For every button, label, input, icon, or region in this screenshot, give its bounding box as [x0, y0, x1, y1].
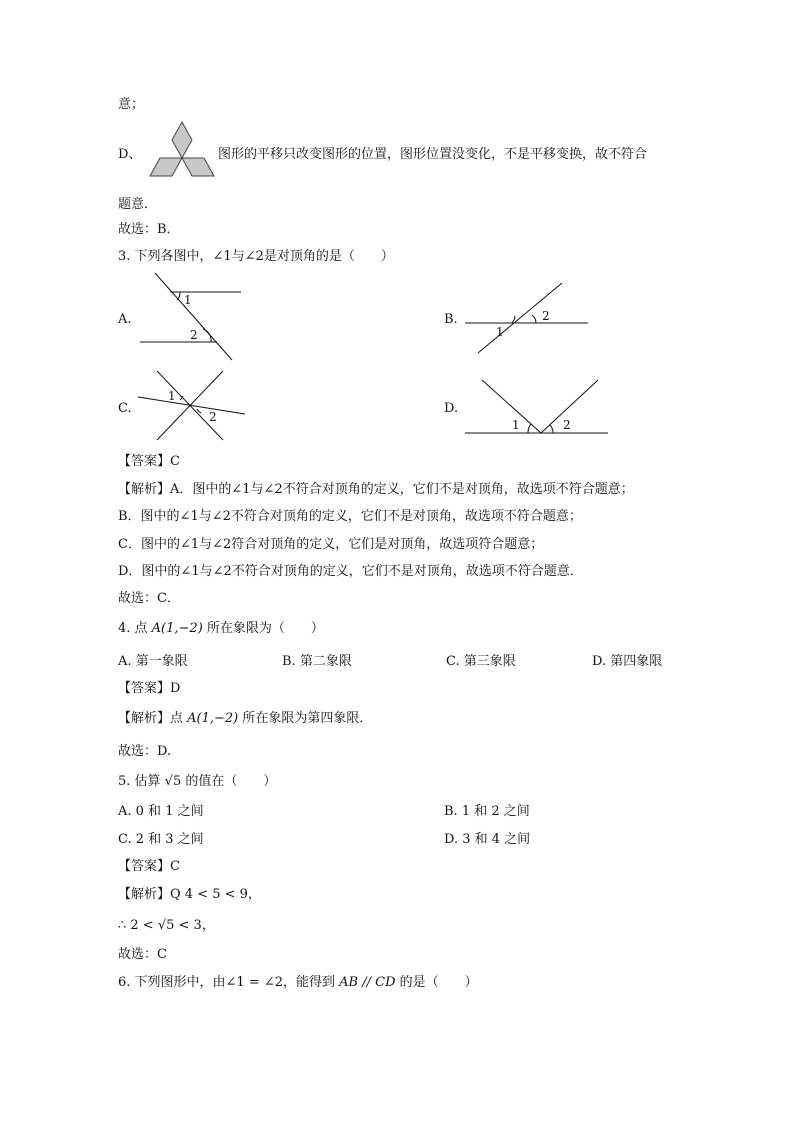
q6-stem: 6. 下列图形中，由∠1 = ∠2，能得到 AB // CD 的是（ ） — [118, 975, 478, 990]
q6-relation: AB // CD — [339, 975, 396, 990]
q3-option-b-label: B. — [444, 312, 458, 327]
q3-answer: 【答案】C — [118, 454, 180, 469]
q3-figure-a — [135, 270, 250, 365]
q3-b-angle1-label: 1 — [496, 325, 504, 339]
q3-final: 故选：C． — [118, 591, 180, 606]
q4-final: 故选：D. — [118, 744, 172, 759]
q5-stem: 5. 估算 √5 的值在（ ） — [118, 774, 277, 789]
q3-b-angle2-label: 2 — [542, 309, 550, 323]
q5-option-a: A. 0 和 1 之间 — [118, 804, 204, 819]
q3-option-d-label: D. — [444, 401, 459, 416]
q3-analysis-d: D．图中的∠1与∠2不符合对顶角的定义，它们不是对顶角，故选项不符合题意． — [118, 564, 583, 579]
q3-figure-d — [462, 374, 612, 439]
prev-answer: 故选：B． — [118, 222, 180, 237]
option-d-text: 图形的平移只改变图形的位置，图形位置没变化，不是平移变换，故不符合 — [218, 147, 648, 162]
q3-figure-c — [135, 366, 250, 446]
q3-d-angle2-label: 2 — [563, 418, 571, 432]
q3-analysis-b: B．图中的∠1与∠2不符合对顶角的定义，它们不是对顶角，故选项不符合题意； — [118, 509, 582, 524]
q3-c-angle1-label: 1 — [168, 389, 176, 403]
q5-final: 故选：C — [118, 947, 167, 962]
q5-option-b: B. 1 和 2 之间 — [444, 804, 530, 819]
q4-option-c: C. 第三象限 — [446, 654, 516, 669]
q4-point: A(1,−2) — [151, 621, 203, 636]
option-d-label: D、 — [118, 147, 142, 162]
q3-d-angle1-label: 1 — [512, 418, 520, 432]
q5-analysis-1: 【解析】Q 4 < 5 < 9， — [118, 887, 261, 902]
q3-stem: 3. 下列各图中，∠1与∠2是对顶角的是（ ） — [118, 249, 394, 264]
q5-option-c: C. 2 和 3 之间 — [118, 832, 204, 847]
option-d-text-cont: 题意． — [118, 197, 158, 212]
mitsubishi-figure — [146, 120, 218, 186]
q5-answer: 【答案】C — [118, 859, 180, 874]
q4-option-d: D. 第四象限 — [592, 654, 663, 669]
q3-option-a-label: A. — [118, 312, 132, 327]
q4-answer: 【答案】D — [118, 681, 181, 696]
q3-option-c-label: C. — [118, 401, 132, 416]
prev-line-1: 意； — [118, 97, 145, 112]
q5-option-d: D. 3 和 4 之间 — [444, 832, 531, 847]
q3-a-angle2-label: 2 — [190, 328, 198, 342]
q4-option-b: B. 第二象限 — [282, 654, 352, 669]
q4-option-a: A. 第一象限 — [118, 654, 188, 669]
q3-analysis-c: C．图中的∠1与∠2符合对顶角的定义，它们是对顶角，故选项符合题意； — [118, 537, 544, 552]
q5-radical: √5 — [164, 774, 182, 789]
q3-analysis-a: 【解析】A．图中的∠1与∠2不符合对顶角的定义，它们不是对顶角，故选项不符合题意； — [118, 482, 634, 497]
q5-analysis-2: ∴ 2 < √5 < 3， — [118, 918, 215, 933]
q3-a-angle1-label: 1 — [184, 293, 192, 307]
q3-figure-b — [460, 280, 595, 360]
q4-analysis: 【解析】点 A(1,−2) 所在象限为第四象限． — [118, 711, 373, 726]
q3-c-angle2-label: 2 — [209, 410, 217, 424]
q4-stem: 4. 点 A(1,−2) 所在象限为（ ） — [118, 621, 324, 636]
